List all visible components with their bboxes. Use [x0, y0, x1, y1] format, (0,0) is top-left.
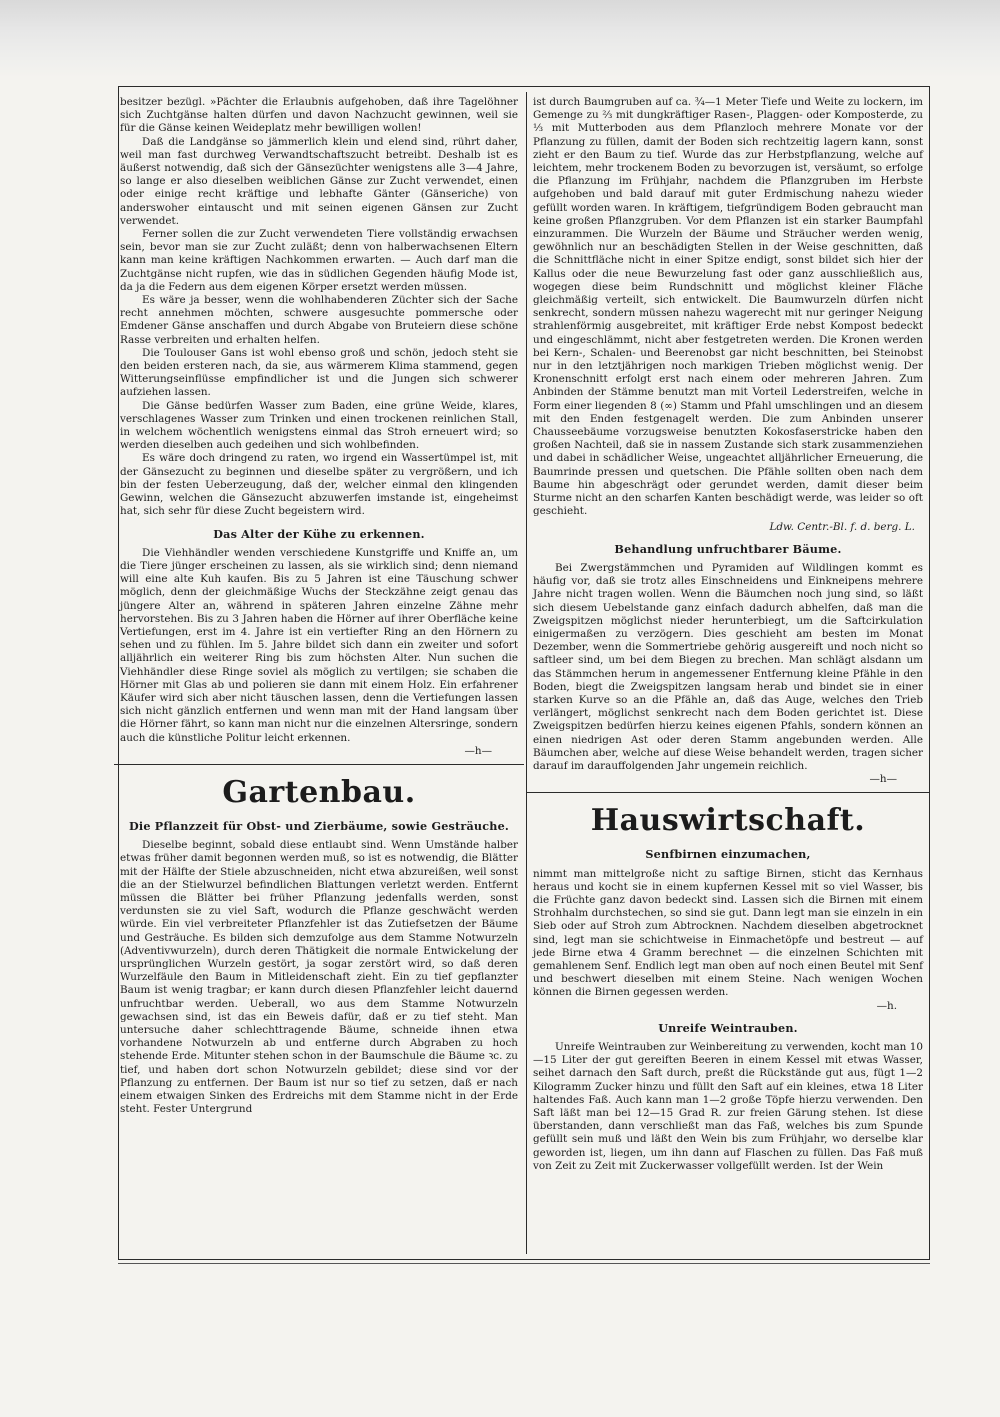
column-divider — [526, 92, 527, 1254]
article-title-unripe-grapes: Unreife Weintrauben. — [658, 1020, 798, 1035]
article-author: —h. — [876, 999, 897, 1012]
continuation-paragraph: ist durch Baumgruben auf ca. ¾—1 Meter Tiefe und Weite zu lockern, im Gemenge zu ⅔ mit dungkräftiger Rasen-, Plaggen- oder Komposterde, zu ⅓ mit Mutterboden aus dem Pflanzloch mehrere Monate vor der Pflanzung zu füllen, damit der Boden sich rechtzeitig lagern kann, sonst zieht er den Baum zu tief. Wurde das zur Herbstpflanzung, welche auf leichtem, mehr trockenem Boden zu bevorzugen ist, versäumt, so erfolge die Pflanzung im Frühjahr, nachdem die Pflanzgruben im Herbste aufgehoben und bald darauf mit guter Erdmischung nahezu wieder gefüllt worden waren. In kräftigem, tiefgründigem Boden gebraucht man keine großen Pflanzgruben. Vor dem Pflanzen ist ein starker Baumpfahl einzurammen. Die Wurzeln der Bäume und Sträucher werden wenig, gewöhnlich nur an beschädigten Stellen in der Weise geschnitten, daß die Schnittfläche nicht in einer Spitze endigt, sonst bildet sich hier der Kallus oder die neue Bewurzelung fast oder ganz ausschließlich aus, wogegen diese beim Rundschnitt und möglichst kleiner Fläche gleichmäßig verteilt, sich entwickelt. Die Baumwurzeln dürfen nicht senkrecht, sondern müssen nahezu wagerecht mit nur geringer Neigung strahlenförmig ausgebreitet, mit kräftiger Erde nebst Kompost bedeckt und eingeschlämmt, nicht aber festgetreten werden. Die Kronen werden bei Kern-, Schalen- und Beerenobst gar nicht beschnitten, bei Steinobst nur in den letztjährigen noch markigen Trieben möglichst wenig. Der Kronenschnitt erfolgt erst nach einem oder mehreren Jahren. Zum Anbinden der Stämme benutzt man mit Vorteil Lederstreifen, welche in Form einer liegenden 8 (∞) Stamm und Pfahl umschlingen und an diesem mit den Enden festgenagelt werden. Die zum Anbinden unserer Chausseebäume vorzugsweise benutzten Kokosfaserstricke haben den großen Nachteil, daß sie in nassem Zustande sich stark zusammenziehen und dabei in schädlicher Weise, ungeachtet alljährlicher Erneuerung, die Baumrinde pressen und quetschen. Die Pfähle sollten oben nach dem Baume hin abgeschrägt oder gerundet werden, damit dieser beim Sturme nicht an den scharfen Kanten beschädigt werde, was leider so oft geschieht. — [533, 96, 923, 518]
intro-paragraph: Die Gänse bedürfen Wasser zum Baden, eine grüne Weide, klares, verschlagenes Wasser zum Trinken und einen trockenen reinlichen Stall, in welchem wöchentlich wenigstens einmal das Stroh erneuert wird; so werden dieselben auch gedeihen und sich wohlbefinden. — [120, 399, 518, 452]
left-column — [120, 96, 518, 1116]
intro-paragraph: Es wäre doch dringend zu raten, wo irgend ein Wassertümpel ist, mit der Gänsezucht zu beginnen und dieselbe später zu vergrößern, und ich bin der festen Ueberzeugung, daß der, welcher einmal den klingenden Gewinn, welchen die Gänsezucht abzuwerfen imstande ist, eingeheimst hat, sich sehr für diese Zucht begeistern wird. — [120, 452, 518, 518]
article-paragraph: Bei Zwergstämmchen und Pyramiden auf Wildlingen kommt es häufig vor, daß sie trotz alles Einschneidens und Einkneipens mehrere Jahre nicht tragen wollen. Wenn die Bäumchen noch jung sind, so läßt sich diesem Uebelstande ganz einfach dadurch abhelfen, daß man die Zweigspitzen möglichst nieder herunterbiegt, um die Saftcirkulation einigermaßen zu verzögern. Dies geschieht am besten im Monat Dezember, wenn die Sommertriebe gehörig ausgereift und noch nicht so saftleer sind, um bei dem Biegen zu brechen. Man schlägt alsdann um das Stämmchen herum in angemessener Entfernung kleine Pfähle in den Boden, biegt die Zweigspitzen langsam herab und bindet sie in einer starken Kurve so an die Pfähle an, daß das Auge, welches den Trieb verlängert, möglichst senkrecht nach dem Boden gerichtet ist. Diese Zweigspitzen bedürfen hierzu keines eigenen Pfahls, sondern können an einen niedrigen Ast oder deren Stamm angebunden werden. Alle Bäumchen aber, welche auf diese Weise behandelt werden, tragen sicher darauf im darauffolgenden Jahr ungemein reichlich. — [533, 561, 923, 772]
article-title-mustard-pears: Senfbirnen einzumachen, — [645, 847, 811, 862]
article-paragraph: Dieselbe beginnt, sobald diese entlaubt sind. Wenn Umstände halber etwas früher damit begonnen werden muß, so ist es notwendig, die Blätter mit der Hälfte der Stiele abzuschneiden, nicht etwa abzureißen, weil sonst die an der Stielwurzel befindlichen Blattungen verletzt werden. Entfernt müssen die Blätter bei früher Pflanzung jedenfalls werden, sonst verdunsten sie zu viel Saft, wodurch die Pflanze geschwächt werden würde. Ein viel verbreiteter Pflanzfehler ist das Zutiefsetzen der Bäume und Gesträuche. Es bilden sich demzufolge aus dem Stamme Notwurzeln (Adventivwurzeln), durch deren Thätigkeit die normale Entwickelung der ursprünglichen Wurzeln gestört, ja sogar zerstört wird, so daß deren Wurzelfäule den Baum in Mitleidenschaft zieht. Ein zu tief gepflanzter Baum ist wenig tragbar; er kann durch diesen Pflanzfehler leicht dauernd unfruchtbar werden. Ueberall, wo aus dem Stamme Notwurzeln gewachsen sind, ist das ein Beweis dafür, daß er zu tief steht. Man untersuche daher schlechttragende Bäume, schneide ihnen etwa vorhandene Notwurzeln ab und entferne durch Abgraben zu hoch stehende Erde. Mitunter stehen schon in der Baumschule die Bäume ꝛc. zu tief, und haben dort schon Notwurzeln gebildet; diese sind vor der Pflanzung zu entfernen. Der Baum ist nur so tief zu setzen, daß er nach einem etwaigen Sinken des Erdreichs mit dem Stamme nicht in der Erde steht. Fester Untergrund — [120, 839, 518, 1116]
intro-paragraph: Ferner sollen die zur Zucht verwendeten Tiere vollständig erwachsen sein, bevor man sie zur Zucht zuläßt; denn von halberwachsenen Eltern kann man keine kräftigen Nachkommen erwarten. — Auch darf man die Zuchtgänse nicht rupfen, wie das in südlichen Gegenden häufig Mode ist, da ja die Federn aus dem eigenen Körper ersetzt werden müssen. — [120, 228, 518, 293]
article-paragraph: nimmt man mittelgroße nicht zu saftige Birnen, sticht das Kernhaus heraus und kocht sie in einem kupfernen Kessel mit so viel Wasser, bis die Früchte ganz davon bedeckt sind. Lassen sich die Birnen mit einem Strohhalm durchstechen, so sind sie gut. Dann legt man sie einzeln in ein Sieb oder auf Stroh zum Abtrocknen. Nachdem dieselben abgetrocknet sind, legt man sie schichtweise in Einmachetöpfe und bestreut — auf jede Birne etwa 4 Gramm berechnet — die einzelnen Schichten mit gemahlenem Senf. Endlich legt man oben auf noch einen Beutel mit Senf und beschwert dieselben mit einem Steine. Nach wenigen Wochen können die Birnen gegessen werden. — [533, 867, 923, 999]
bottom-rule — [118, 1263, 930, 1264]
scan-shadow — [0, 0, 1000, 78]
article-title-cow-age: Das Alter der Kühe zu erkennen. — [213, 526, 425, 541]
intro-paragraph: Es wäre ja besser, wenn die wohlhabenderen Züchter sich der Sache recht annehmen möchten, schwere ausgesuchte pommersche oder Emdener Gänse anschaffen und durch Abgabe von Bruteiern diese schöne Rasse verbreiten und erhalten helfen. — [120, 294, 518, 346]
article-paragraph: Unreife Weintrauben zur Weinbereitung zu verwenden, kocht man 10—15 Liter der gut gereiften Beeren in einem Kessel mit etwas Wasser, seihet darnach den Saft durch, preßt die Rückstände gut aus, fügt 1—2 Kilogramm Zucker hinzu und füllt den Saft auf ein kleines, etwa 18 Liter haltendes Faß. Auch kann man 1—2 große Töpfe hierzu verwenden. Den Saft läßt man bei 12—15 Grad R. zur freien Gärung stehen. Ist diese überstanden, dann verschließt man das Faß, welches bis zum Spunde gefüllt sein muß und läßt den Wein bis zum Frühjahr, wo derselbe klar geworden ist, liegen, um ihn dann auf Flaschen zu füllen. Das Faß muß von Zeit zu Zeit mit Zuckerwasser vollgefüllt werden. Ist der Wein — [533, 1041, 923, 1172]
article-title-planting: Die Pflanzzeit für Obst- und Zierbäume, sowie Gesträuche. — [128, 818, 510, 833]
right-column — [533, 96, 923, 1173]
article-title-unfruitful-trees: Behandlung unfruchtbarer Bäume. — [614, 541, 842, 556]
article-paragraph: Die Viehhändler wenden verschiedene Kunstgriffe und Kniffe an, um die Tiere jünger erscheinen zu lassen, als sie wirklich sind; denn niemand will eine alte Kuh kaufen. Bis zu 5 Jahren ist eine Täuschung schwer möglich, denn der gleichmäßige Wuchs der Steckzähne zeigt genau das jüngere Alter an, während in späteren Jahren einzelne Zähne mehr hervorstehen. Bis zu 3 Jahren haben die Hörner auf ihrer Oberfläche keine Vertiefungen, erst im 4. Jahre ist ein vertiefter Ring an den Hörnern zu sehen und zu fühlen. Im 5. Jahre bildet sich dann ein zweiter und sofort alljährlich ein weiterer Ring bis zum höchsten Alter. Nun suchen die Viehhändler diese Ringe soviel als möglich zu vertilgen; sie schaben die Hörner mit Glas ab und polieren sie dann mit einem Holz. Ein erfahrener Käufer wird sich aber nicht täuschen lassen, denn die Vertiefungen lassen sich nicht gänzlich entfernen und wenn man mit der Hand langsam über die Hörner fährt, so kann man nicht nur die einzelnen Altersringe, sondern auch die künstliche Politur leicht erkennen. — [120, 546, 518, 744]
section-rule — [527, 792, 929, 793]
intro-paragraph: Daß die Landgänse so jämmerlich klein und elend sind, rührt daher, weil man fast durchweg Verwandtschaftszucht betreibt. Deshalb ist es äußerst notwendig, daß sich der Gänsezüchter wenigstens alle 3—4 Jahre, so lange er also dieselben weiblichen Gänse zur Zucht verwendet, einen oder einige recht kräftige und lebhafte Gänter (Gänseriche) von anderswoher eintauscht und mit seinen eigenen Gänsen zur Zucht verwendet. — [120, 135, 518, 227]
section-heading-hauswirtschaft: Hauswirtschaft. — [590, 803, 866, 839]
section-rule — [114, 764, 524, 765]
article-author: —h— — [464, 744, 492, 757]
intro-paragraph: Die Toulouser Gans ist wohl ebenso groß und schön, jedoch steht sie den beiden ersteren nach, da sie, aus wärmerem Klima stammend, gegen Witterungseinflüsse empfindlicher ist und die Jungen sich schwerer aufziehen lassen. — [120, 346, 518, 399]
source-citation: Ldw. Centr.-Bl. f. d. berg. L. — [769, 520, 915, 533]
article-author: —h— — [869, 773, 897, 786]
intro-paragraph: besitzer bezügl. »Pächter die Erlaubnis aufgehoben, daß ihre Tagelöhner sich Zuchtgänse halten dürfen und davon Nachzucht gewinnen, weil sie für die Gänse keinen Weideplatz mehr bewilligen wollen! — [120, 96, 518, 135]
section-heading-gartenbau: Gartenbau. — [222, 774, 416, 810]
